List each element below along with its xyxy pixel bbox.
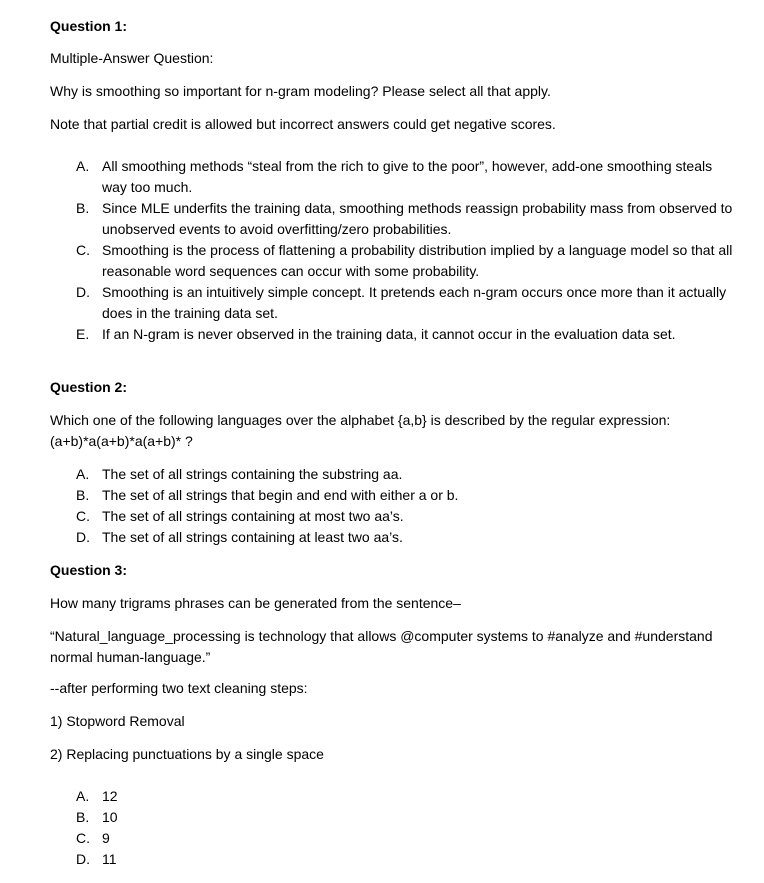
option-text: The set of all strings containing at most two aa’s. [102, 508, 404, 524]
question-1-title: Question 1: [50, 18, 128, 34]
question-3-option-a [76, 786, 736, 807]
option-letter: D. [76, 529, 90, 545]
question-1-type: Multiple-Answer Question: [50, 50, 214, 66]
question-3-step-1: 1) Stopword Removal [50, 713, 185, 729]
question-2-prompt: Which one of the following languages over the alphabet {a,b} is described by the regular expression: (a+b)*a(a+b)*a(a+b)* ? [50, 412, 671, 449]
option-text: The set of all strings that begin and end with either a or b. [102, 487, 459, 503]
question-3-step-2: 2) Replacing punctuations by a single space [50, 746, 324, 762]
option-text: All smoothing methods “steal from the rich to give to the poor”, however, add-one smoothing steals way too much. [102, 158, 713, 195]
question-1-prompt: Why is smoothing so important for n-gram modeling? Please select all that apply. [50, 83, 551, 99]
question-1-option-b [76, 198, 736, 240]
question-3-title: Question 3: [50, 562, 128, 578]
option-letter: C. [76, 508, 90, 524]
option-text: If an N-gram is never observed in the training data, it cannot occur in the evaluation data set. [102, 326, 676, 342]
question-3-option-c [76, 828, 736, 849]
option-text: The set of all strings containing the substring aa. [102, 466, 403, 482]
option-letter: B. [76, 809, 90, 825]
option-text: 9 [102, 830, 110, 846]
question-1-option-c [76, 240, 736, 282]
option-text: 12 [102, 788, 118, 804]
question-1-option-a [76, 156, 736, 198]
question-1-option-d [76, 282, 736, 324]
question-2-option-a [76, 464, 736, 485]
question-2-title: Question 2: [50, 379, 128, 395]
question-2-option-d [76, 527, 736, 548]
option-text: The set of all strings containing at least two aa’s. [102, 529, 403, 545]
option-letter: D. [76, 284, 90, 300]
option-text: 11 [102, 851, 117, 867]
option-text: Smoothing is an intuitively simple concept. It pretends each n-gram occurs once more than it actually does in the training data set. [102, 284, 727, 321]
question-2-option-b [76, 485, 736, 506]
option-letter: C. [76, 242, 90, 258]
question-3-after: --after performing two text cleaning steps: [50, 680, 308, 696]
option-text: Since MLE underfits the training data, smoothing methods reassign probability mass from observed to unobserved events to avoid overfitting/zero probabilities. [102, 200, 733, 237]
option-letter: A. [76, 158, 90, 174]
option-letter: A. [76, 788, 90, 804]
question-2-option-c [76, 506, 736, 527]
option-letter: C. [76, 830, 90, 846]
option-letter: A. [76, 466, 90, 482]
option-letter: D. [76, 851, 90, 867]
question-1-note: Note that partial credit is allowed but incorrect answers could get negative scores. [50, 116, 556, 132]
question-3-option-d [76, 849, 736, 870]
question-3-sentence: “Natural_language_processing is technology that allows @computer systems to #analyze and #understand normal human-language.” [50, 628, 713, 665]
option-letter: B. [76, 200, 90, 216]
question-3-prompt: How many trigrams phrases can be generated from the sentence– [50, 595, 461, 611]
question-1-option-e [76, 324, 736, 345]
option-letter: B. [76, 487, 90, 503]
question-3-option-b [76, 807, 736, 828]
option-letter: E. [76, 326, 90, 342]
option-text: 10 [102, 809, 118, 825]
option-text: Smoothing is the process of flattening a probability distribution implied by a language model so that all reasonable word sequences can occur with some probability. [102, 242, 733, 279]
